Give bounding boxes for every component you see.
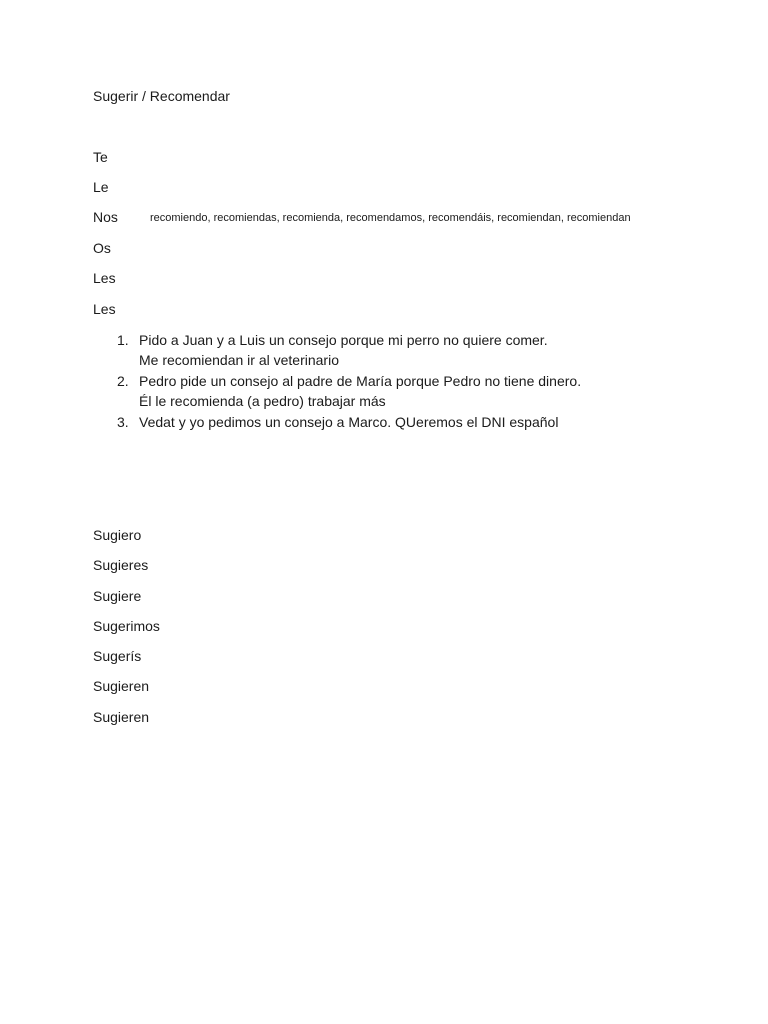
pronoun-nos: Nos <box>93 209 118 225</box>
exercise-question: Vedat y yo pedimos un consejo a Marco. QUeremos el DNI español <box>139 414 559 430</box>
exercise-answer: Él le recomienda (a pedro) trabajar más <box>139 393 386 409</box>
sugerir-form-yo: Sugiero <box>93 527 142 543</box>
page-title: Sugerir / Recomendar <box>93 88 230 104</box>
pronoun-os: Os <box>93 240 111 256</box>
exercise-question: Pido a Juan y a Luis un consejo porque mi perro no quiere comer. <box>139 332 548 348</box>
sugerir-form-nosotros: Sugerimos <box>93 618 160 634</box>
pronoun-les-2: Les <box>93 301 116 317</box>
sugerir-form-ustedes: Sugieren <box>93 709 150 725</box>
list-number: 1. <box>117 332 129 348</box>
sugerir-form-vosotros: Sugerís <box>93 648 142 664</box>
recomendar-conjugation: recomiendo, recomiendas, recomienda, recomendamos, recomendáis, recomiendan, recomiendan <box>150 212 631 224</box>
list-number: 3. <box>117 414 129 430</box>
sugerir-form-el: Sugiere <box>93 588 142 604</box>
pronoun-le: Le <box>93 179 109 195</box>
sugerir-form-ellos: Sugieren <box>93 678 150 694</box>
exercise-question: Pedro pide un consejo al padre de María porque Pedro no tiene dinero. <box>139 373 582 389</box>
list-number: 2. <box>117 373 129 389</box>
pronoun-les: Les <box>93 270 116 286</box>
pronoun-te: Te <box>93 149 108 165</box>
exercise-answer: Me recomiendan ir al veterinario <box>139 352 339 368</box>
sugerir-form-tu: Sugieres <box>93 557 149 573</box>
